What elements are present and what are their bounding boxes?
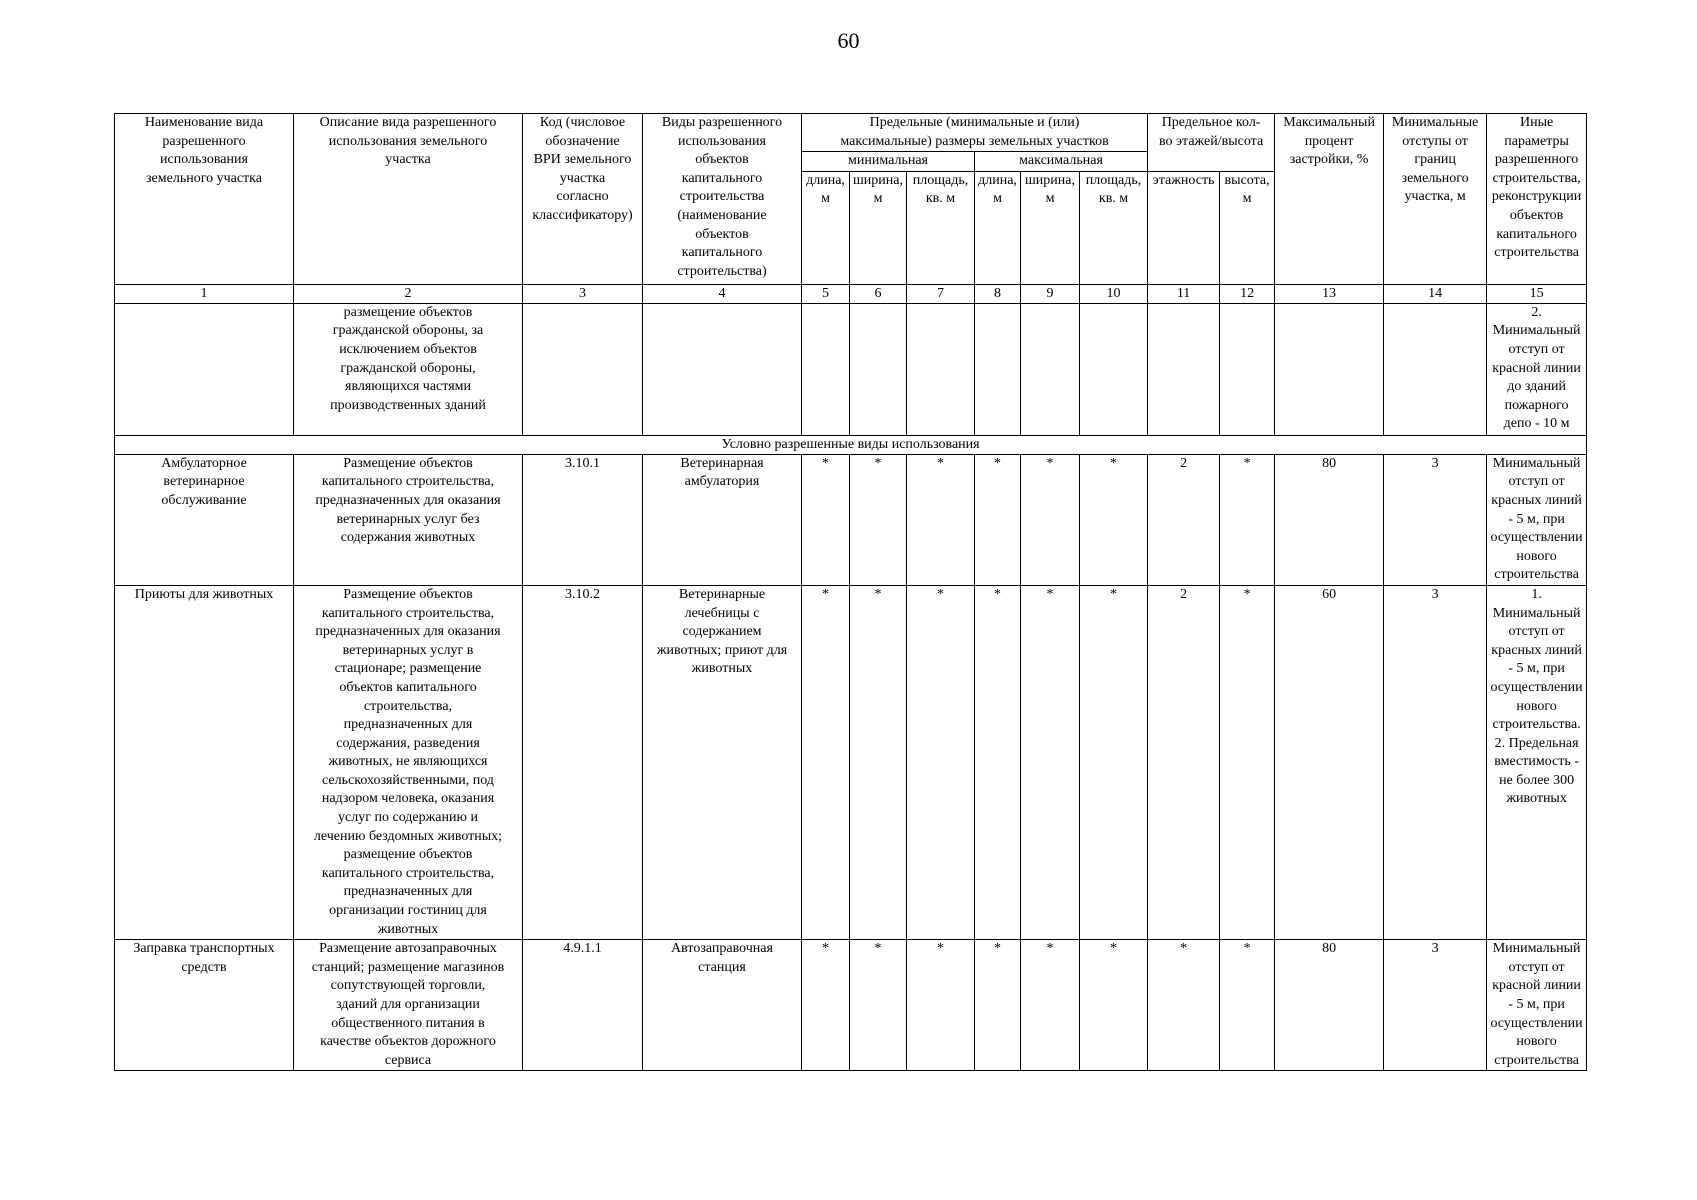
column-number: 10: [1080, 284, 1148, 303]
table-cell: *: [907, 940, 975, 1071]
column-number: 9: [1021, 284, 1080, 303]
column-number: 7: [907, 284, 975, 303]
table-cell: *: [1021, 940, 1080, 1071]
table-cell: [1080, 303, 1148, 435]
table-cell: *: [802, 585, 850, 939]
table-row: [115, 940, 1587, 1071]
header-minimal: минимальная: [802, 152, 975, 172]
section-title-row: [115, 435, 1587, 454]
table-cell: [523, 303, 643, 435]
table-cell: Ветеринарные лечебницы с содержанием животных; приют для животных: [643, 585, 802, 939]
table-row: [115, 585, 1587, 939]
column-number: 5: [802, 284, 850, 303]
column-number-row: [115, 284, 1587, 303]
table-cell: 1. Минимальный отступ от красных линий - 5 м, при осуществлении нового строительства. 2. Предельная вместимость - не более 300 животных: [1487, 585, 1587, 939]
table-cell: 2: [1148, 585, 1220, 939]
header-col-5: длина, м: [802, 171, 850, 284]
land-use-regulations-table: [114, 113, 1587, 1071]
header-floors-height: Предельное кол- во этажей/высота: [1148, 114, 1275, 172]
table-cell: Автозаправочная станция: [643, 940, 802, 1071]
table-cell: Амбулаторное ветеринарное обслуживание: [115, 454, 294, 585]
page-number: 60: [837, 28, 860, 53]
table-row: [115, 454, 1587, 585]
header-col-4: Виды разрешенного использования объектов капитального строительства (наименование объектов капитального строительства): [643, 114, 802, 285]
table-cell: *: [907, 585, 975, 939]
header-col-11: этажность: [1148, 171, 1220, 284]
table-cell: Минимальный отступ от красных линий - 5 м, при осуществлении нового строительства: [1487, 454, 1587, 585]
table-cell: Размещение объектов капитального строительства, предназначенных для оказания ветеринарных услуг без содержания животных: [294, 454, 523, 585]
table-cell: Ветеринарная амбулатория: [643, 454, 802, 585]
table-cell: *: [850, 585, 907, 939]
column-number: 15: [1487, 284, 1587, 303]
table-cell: *: [802, 454, 850, 585]
table-cell: *: [1080, 940, 1148, 1071]
header-col-13: Максимальный процент застройки, %: [1275, 114, 1384, 285]
table-cell: Заправка транспортных средств: [115, 940, 294, 1071]
table-cell: 3: [1384, 454, 1487, 585]
table-cell: *: [1220, 585, 1275, 939]
table-cell: 60: [1275, 585, 1384, 939]
table-cell: [1220, 303, 1275, 435]
table-cell: [115, 303, 294, 435]
table-cell: *: [802, 940, 850, 1071]
table-cell: Размещение объектов капитального строительства, предназначенных для оказания ветеринарных услуг в стационаре; размещение объектов капитального строительства, предназначенных для содержания, разведения животных, не являющихся сельскохозяйственными, под надзором человека, оказания услуг по содержанию и лечению бездомных животных; размещение объектов капитального строительства, предназначенных для организации гостиниц для животных: [294, 585, 523, 939]
header-col-2: Описание вида разрешенного использования земельного участка: [294, 114, 523, 285]
table-cell: Приюты для животных: [115, 585, 294, 939]
table-cell: 3.10.2: [523, 585, 643, 939]
table-cell: *: [1220, 454, 1275, 585]
column-number: 2: [294, 284, 523, 303]
table-cell: 3.10.1: [523, 454, 643, 585]
table-cell: *: [1021, 585, 1080, 939]
column-number: 12: [1220, 284, 1275, 303]
column-number: 3: [523, 284, 643, 303]
table-cell: 80: [1275, 454, 1384, 585]
table-cell: 3: [1384, 940, 1487, 1071]
table-cell: [643, 303, 802, 435]
header-col-3: Код (числовое обозначение ВРИ земельного участка согласно классификатору): [523, 114, 643, 285]
table-cell: *: [850, 940, 907, 1071]
table-cell: размещение объектов гражданской обороны, за исключением объектов гражданской обороны, являющихся частями производственных зданий: [294, 303, 523, 435]
column-number: 14: [1384, 284, 1487, 303]
column-number: 4: [643, 284, 802, 303]
table-cell: *: [1080, 454, 1148, 585]
table-cell: 3: [1384, 585, 1487, 939]
column-number: 11: [1148, 284, 1220, 303]
table-cell: *: [1080, 585, 1148, 939]
header-col-1: Наименование вида разрешенного использования земельного участка: [115, 114, 294, 285]
header-col-14: Минимальные отступы от границ земельного участка, м: [1384, 114, 1487, 285]
table-cell: 2. Минимальный отступ от красной линии до зданий пожарного депо - 10 м: [1487, 303, 1587, 435]
header-row-1: [115, 114, 1587, 152]
header-maximal: максимальная: [975, 152, 1148, 172]
table-cell: [802, 303, 850, 435]
column-number: 1: [115, 284, 294, 303]
table-cell: *: [975, 940, 1021, 1071]
column-number: 6: [850, 284, 907, 303]
header-col-15: Иные параметры разрешенного строительства, реконструкции объектов капитального строительства: [1487, 114, 1587, 285]
column-number: 8: [975, 284, 1021, 303]
table-cell: Размещение автозаправочных станций; размещение магазинов сопутствующей торговли, зданий для организации общественного питания в качестве объектов дорожного сервиса: [294, 940, 523, 1071]
table-cell: *: [907, 454, 975, 585]
table-cell: *: [1220, 940, 1275, 1071]
table-cell: [850, 303, 907, 435]
table-cell: 2: [1148, 454, 1220, 585]
table-cell: [975, 303, 1021, 435]
table-cell: 4.9.1.1: [523, 940, 643, 1071]
continuation-row: [115, 303, 1587, 435]
table-cell: [1384, 303, 1487, 435]
table-cell: *: [975, 585, 1021, 939]
header-col-6: ширина, м: [850, 171, 907, 284]
header-col-10: площадь, кв. м: [1080, 171, 1148, 284]
table-cell: *: [1148, 940, 1220, 1071]
table-cell: [907, 303, 975, 435]
table-cell: *: [975, 454, 1021, 585]
table-cell: Минимальный отступ от красной линии - 5 м, при осуществлении нового строительства: [1487, 940, 1587, 1071]
table-cell: [1275, 303, 1384, 435]
header-col-8: длина, м: [975, 171, 1021, 284]
table-cell: *: [850, 454, 907, 585]
header-col-7: площадь, кв. м: [907, 171, 975, 284]
header-col-9: ширина, м: [1021, 171, 1080, 284]
table-cell: [1021, 303, 1080, 435]
table-cell: *: [1021, 454, 1080, 585]
header-plot-sizes: Предельные (минимальные и (или) максимальные) размеры земельных участков: [802, 114, 1148, 152]
section-title: Условно разрешенные виды использования: [115, 435, 1587, 454]
header-col-12: высота, м: [1220, 171, 1275, 284]
table-cell: 80: [1275, 940, 1384, 1071]
column-number: 13: [1275, 284, 1384, 303]
table-cell: [1148, 303, 1220, 435]
